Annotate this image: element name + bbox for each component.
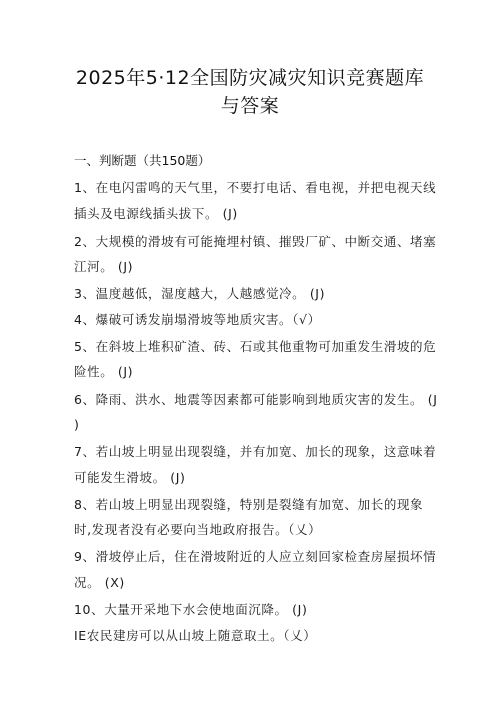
text-line: 险性。 (J) bbox=[74, 364, 134, 379]
text-line: 6、降雨、洪水、地震等因素都可能影响到地质灾害的发生。 (J bbox=[74, 392, 438, 407]
text-line: 10、大量开采地下水会使地面沉降。 (J) bbox=[74, 602, 308, 617]
text-line: 4、爆破可诱发崩塌滑坡等地质灾害。（√） bbox=[74, 312, 321, 327]
text-line: IE农民建房可以从山坡上随意取土。（乂） bbox=[74, 628, 317, 643]
text-line: 3、温度越低，湿度越大，人越感觉冷。 (J) bbox=[74, 286, 326, 301]
text-line: 插头及电源线插头拔下。 (J) bbox=[74, 206, 238, 221]
text-line: 5、在斜坡上堆积矿渣、砖、石或其他重物可加重发生滑坡的危 bbox=[74, 339, 437, 354]
text-line: 况。 (X) bbox=[74, 575, 125, 590]
document-title-line2: 与答案 bbox=[220, 95, 280, 117]
text-line: 1、在电闪雷鸣的天气里，不要打电话、看电视，并把电视天线 bbox=[74, 180, 437, 195]
text-line: 9、滑坡停止后，住在滑坡附近的人应立刻回家检查房屋损坏情 bbox=[74, 549, 437, 564]
document-title-line1: 2025年5·12全国防灾减灾知识竞赛题库 bbox=[75, 67, 425, 89]
text-line: 8、若山坡上明显出现裂缝，特别是裂缝有加宽、加长的现象 bbox=[74, 497, 424, 512]
text-line: 江河。 (J) bbox=[74, 259, 134, 274]
text-line: 可能发生滑坡。 (J) bbox=[74, 470, 186, 485]
text-line: 7、若山坡上明显出现裂缝，并有加宽、加长的现象，这意味着 bbox=[74, 444, 437, 459]
section-heading: 一、判断题（共150题） bbox=[74, 153, 211, 168]
text-line: ) bbox=[74, 417, 80, 432]
text-line: 时,发现者没有必要向当地政府报告。（乂） bbox=[74, 522, 322, 537]
text-line: 2、大规模的滑坡有可能掩埋村镇、摧毁厂矿、中断交通、堵塞 bbox=[74, 234, 437, 249]
